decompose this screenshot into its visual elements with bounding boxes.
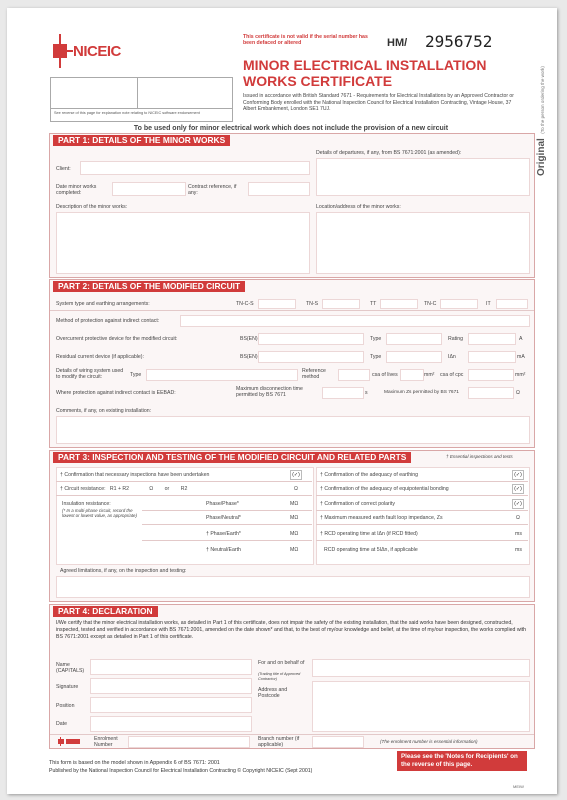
circuit-resistance-label: † Circuit resistance: R1 + R2 Ω or R2 [60, 486, 188, 492]
phase-phase-label: Phase/Phase* [206, 501, 239, 507]
serial-prefix: HM/ [387, 37, 408, 49]
rcd-label: Residual current device (if applicable): [56, 354, 144, 360]
location-label: Location/address of the minor works: [316, 204, 401, 210]
part4-section [49, 604, 535, 749]
part2-title: PART 2: DETAILS OF THE MODIFIED CIRCUIT [53, 281, 245, 292]
phase-earth-label: † Phase/Earth* [206, 531, 241, 537]
system-option-tns: TN-S [306, 301, 319, 307]
on-behalf-field[interactable] [312, 659, 530, 677]
rcd-time-unit: ms [515, 531, 522, 537]
name-field[interactable] [90, 659, 252, 675]
date-label: Date [56, 721, 67, 727]
rcd-5x-time-label: RCD operating time at 5IΔn, if applicable [324, 547, 418, 553]
part1-section [49, 133, 535, 278]
ocpd-rating-label: Rating [448, 336, 463, 342]
part1-title: PART 1: DETAILS OF THE MINOR WORKS [53, 135, 230, 146]
footer-line2: Published by the National Inspection Council for Electrical Installation Contracting © Copyright NICEIC (Sept 2001) [49, 768, 313, 774]
on-behalf-note: (Trading title of Approved Contractor) [258, 672, 301, 681]
form-code: MEIW [513, 784, 524, 789]
inspections-undertaken-tick: (✓) [292, 472, 300, 478]
rcd-idn-field[interactable] [468, 351, 516, 363]
system-option-it: IT [486, 301, 491, 307]
csa-cpc-field[interactable] [468, 369, 514, 381]
earthing-adequacy-tick: (✓) [514, 472, 522, 478]
inspections-undertaken-checkbox[interactable] [290, 470, 302, 480]
wiring-type-label: Type [130, 372, 142, 378]
reference-method-field[interactable] [338, 369, 370, 381]
insulation-label: Insulation resistance: [62, 501, 111, 507]
branch-label: Branch number (if applicable) [258, 736, 300, 748]
enrolment-logo-icon [58, 737, 80, 746]
description-label: Description of the minor works: [56, 204, 128, 210]
ocpd-type-label: Type [370, 336, 382, 342]
address-field[interactable] [312, 681, 530, 732]
signature-label: Signature [56, 684, 79, 690]
use-note: To be used only for minor electrical work which does not include the provision of a new circuit [133, 125, 449, 132]
ocpd-rating-unit: A [519, 336, 523, 342]
polarity-checkbox[interactable] [512, 499, 524, 509]
max-disconnection-label: Maximum disconnection time permitted by BS 7671 [236, 386, 303, 398]
title-line1: MINOR ELECTRICAL INSTALLATION [243, 57, 487, 73]
notes-for-recipients-box: Please see the 'Notes for Recipients' on the reverse of this page. [397, 751, 527, 771]
endorsement-box [50, 77, 233, 122]
date-completed-label: Date minor works completed: [56, 184, 97, 196]
location-field[interactable] [316, 212, 530, 274]
polarity-tick: (✓) [514, 501, 522, 507]
original-sublabel: (To the person ordering the work) [540, 66, 545, 134]
protection-method-field[interactable] [180, 315, 530, 327]
circuit-resistance-unit: Ω [294, 486, 298, 492]
bonding-adequacy-label: † Confirmation of the adequacy of equipotential bonding [320, 486, 449, 492]
system-option-tns-box[interactable] [322, 299, 360, 309]
ocpd-label: Overcurrent protective device for the modified circuit: [56, 336, 178, 342]
neutral-earth-unit: MΩ [290, 547, 299, 553]
system-option-tt: TT [370, 301, 377, 307]
phase-earth-unit: MΩ [290, 531, 299, 537]
serial-warning: This certificate is not valid if the serial number has been defaced or altered [243, 34, 368, 47]
on-behalf-label: For and on behalf of [258, 660, 305, 666]
comments-field[interactable] [56, 416, 530, 444]
system-option-tncs: TN-C-S [236, 301, 254, 307]
max-disconnection-field[interactable] [322, 387, 364, 399]
insulation-note: (* In a multi-phase circuit, record the lowest or lowest value, as appropriate) [62, 508, 137, 519]
client-label: Client: [56, 166, 71, 172]
part3-title: PART 3: INSPECTION AND TESTING OF THE MODIFIED CIRCUIT AND RELATED PARTS [53, 452, 411, 463]
phase-phase-unit: MΩ [290, 501, 299, 507]
departures-label: Details of departures, if any, from BS 7671:2001 (as amended): [316, 150, 462, 156]
essential-note: † Essential inspections and tests [446, 454, 513, 459]
csa-lives-label: csa of lives [372, 372, 398, 378]
part2-section [49, 279, 535, 448]
date-field[interactable] [90, 716, 252, 732]
max-zs-unit: Ω [516, 390, 520, 396]
system-option-tnc: TN-C [424, 301, 437, 307]
contract-ref-label: Contract reference, if any: [188, 184, 237, 196]
phase-neutral-unit: MΩ [290, 515, 299, 521]
client-field[interactable] [80, 161, 310, 175]
max-zs-label: Maximum Zs permitted by BS 7671 [384, 390, 459, 395]
eebad-label: Where protection against indirect contact is EEBAD: [56, 390, 176, 396]
protection-method-label: Method of protection against indirect contact: [56, 318, 160, 324]
rcd-bsen-label: BS(EN) [240, 354, 258, 360]
reference-method-label: Reference method [302, 368, 326, 380]
polarity-label: † Confirmation of correct polarity [320, 501, 395, 507]
agreed-limitations-label: Agreed limitations, if any, on the inspection and testing: [60, 568, 187, 574]
system-type-label: System type and earthing arrangements: [56, 301, 150, 307]
branch-field[interactable] [312, 736, 364, 748]
logo-text: NICEIC [73, 43, 121, 60]
csa-lives-unit: mm² [424, 372, 435, 378]
address-label: Address and Postcode [258, 687, 288, 699]
declaration-text: I/We certify that the minor electrical installation works, as detailed in Part 1 of this certificate, does not impair the safety of the existing installation, that the said works have been designed, constructed, inspected, tested and verified in accordance with BS 7671:2001, amended on the date shown* and that, to the best of my/our knowledge and belief, at the time of my/our inspection, the works complied with BS 7671:2001 except as detailed in Part 1 of this certificate. [56, 620, 527, 640]
bonding-adequacy-tick: (✓) [514, 486, 522, 492]
position-label: Position [56, 703, 75, 709]
ocpd-bsen-label: BS(EN) [240, 336, 258, 342]
ocpd-rating-field[interactable] [468, 333, 516, 345]
rcd-idn-unit: mA [517, 354, 525, 360]
inspections-undertaken-label: † Confirmation that necessary inspections have been undertaken [60, 472, 210, 478]
departures-field[interactable] [316, 158, 530, 196]
enrolment-label: Enrolment Number [94, 736, 118, 748]
rcd-type-field[interactable] [386, 351, 442, 363]
original-label: Original [536, 138, 547, 176]
csa-lives-field[interactable] [400, 369, 424, 381]
system-option-tncs-box[interactable] [258, 299, 296, 309]
issued-text: Issued in accordance with British Standard 7671 - Requirements for Electrical Installations by an Approved Contractor or Conforming Body enrolled with the National Inspection Council for Electrical Installation Contracting, Vintage House, 37 Albert Embankment, London SE1 7UJ. [243, 93, 514, 113]
description-field[interactable] [56, 212, 310, 274]
footer-line1: This form is based on the model shown in Appendix 6 of BS 7671: 2001 [49, 760, 220, 766]
system-option-tnc-box[interactable] [440, 299, 478, 309]
serial-number: 2956752 [425, 32, 493, 51]
wiring-label: Details of wiring system used to modify the circuit: [56, 368, 124, 380]
rcd-type-label: Type [370, 354, 382, 360]
signature-field[interactable] [90, 678, 252, 694]
neutral-earth-label: † Neutral/Earth [206, 547, 241, 553]
earthing-adequacy-label: † Confirmation of the adequacy of earthing [320, 472, 419, 478]
ocpd-bsen-field[interactable] [258, 333, 364, 345]
ocpd-type-field[interactable] [386, 333, 442, 345]
certificate-page [7, 8, 557, 794]
system-option-it-box[interactable] [496, 299, 528, 309]
enrolment-field[interactable] [128, 736, 250, 748]
csa-cpc-label: csa of cpc [440, 372, 464, 378]
comments-label: Comments, if any, on existing installation: [56, 408, 152, 414]
rcd-idn-label: IΔn [448, 354, 456, 360]
contract-ref-field[interactable] [248, 182, 310, 196]
part4-title: PART 4: DECLARATION [53, 606, 158, 617]
rcd-5x-time-unit: ms [515, 547, 522, 553]
rcd-bsen-field[interactable] [258, 351, 364, 363]
position-field[interactable] [90, 697, 252, 713]
bonding-adequacy-checkbox[interactable] [512, 484, 524, 494]
date-completed-field[interactable] [112, 182, 186, 196]
earthing-adequacy-checkbox[interactable] [512, 470, 524, 480]
title-line2: WORKS CERTIFICATE [243, 73, 393, 89]
max-zs-measured-label: † Maximum measured earth fault loop impedance, Zs [320, 515, 443, 521]
system-option-tt-box[interactable] [380, 299, 418, 309]
csa-cpc-unit: mm² [515, 372, 526, 378]
max-disconnection-unit: s [365, 390, 368, 396]
max-zs-field[interactable] [468, 387, 514, 399]
endorsement-note: See reverse of this page for explanation note relating to NICEIC software endorsement [54, 111, 200, 115]
rcd-time-label: † RCD operating time at IΔn (if RCD fitted) [320, 531, 418, 537]
max-zs-measured-unit: Ω [516, 515, 520, 521]
niceic-logo [53, 34, 133, 68]
enrolment-note: (The enrolment number is essential information) [380, 739, 478, 744]
agreed-limitations-field[interactable] [56, 576, 530, 598]
part3-section [49, 450, 535, 602]
phase-neutral-label: Phase/Neutral* [206, 515, 241, 521]
name-label: Name (CAPITALS) [56, 662, 85, 674]
wiring-type-field[interactable] [146, 369, 298, 381]
